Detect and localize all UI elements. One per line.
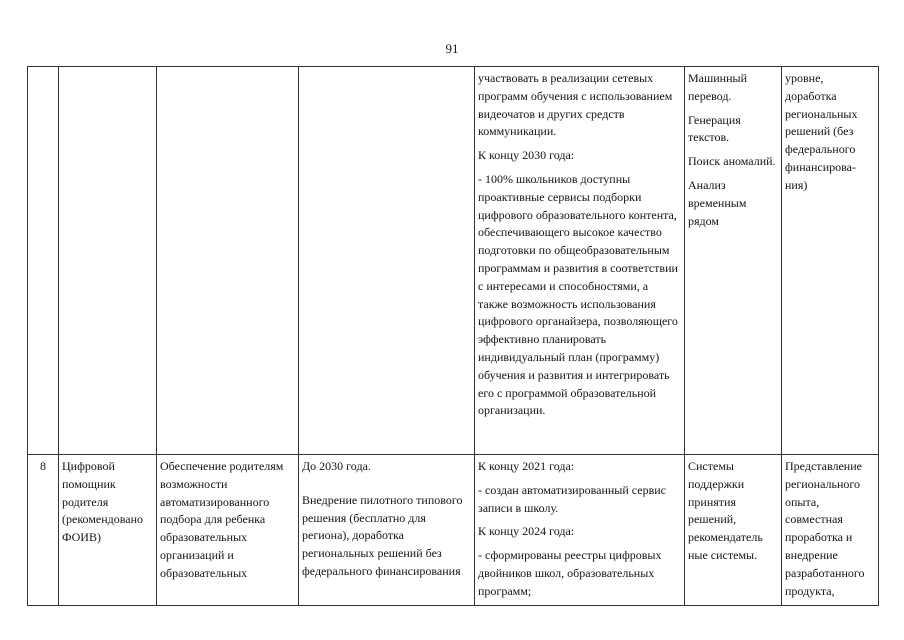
deadline-cell: [299, 455, 475, 606]
task-cell: [157, 455, 299, 606]
results-paragraph: - сформированы реестры цифровых двойников школ, образовательных программ;: [478, 548, 662, 598]
table-row: [28, 455, 879, 606]
technology-item: Поиск аномалий.: [688, 154, 776, 169]
mechanism-text: уровне, доработка региональных решений (без федерального финансирова-ния): [785, 71, 858, 192]
mechanism-cell: [782, 67, 879, 455]
technologies-cell: [685, 67, 782, 455]
deadline-cell: [299, 67, 475, 455]
results-paragraph: - создан автоматизированный сервис записи в школу.: [478, 482, 666, 515]
results-paragraph: К концу 2024 года:: [478, 524, 575, 539]
task-cell: [157, 67, 299, 455]
task-text: Обеспечение родителям возможности автоматизированного подбора для ребенка образовательных организаций и образовательных: [160, 459, 284, 580]
initiative-name-cell: [59, 455, 157, 606]
row-number: 8: [28, 455, 59, 606]
technology-item: Анализ временным рядом: [688, 177, 747, 228]
table-row: [28, 67, 879, 455]
mechanism-cell: [782, 455, 879, 606]
results-paragraph: участвовать в реализации сетевых программ обучения с использованием видеочатов и других средств коммуникации.: [478, 71, 673, 139]
results-cell: [475, 455, 685, 606]
results-cell: [475, 67, 685, 455]
results-paragraph: - 100% школьников доступны проактивные сервисы подборки цифрового образовательного контента, обеспечивающего высокое качество подготовки по общеобразовательным программам и развития в соответствии с интересами и способностями, а также возможность использования цифрового органайзера, позволяющего эффективно планировать индивидуальный план (программу) обучения и развития и интегрировать его с программой образовательной организации.: [478, 171, 678, 418]
technologies-cell: [685, 455, 782, 606]
initiative-name-cell: [59, 67, 157, 455]
results-paragraph: К концу 2021 года:: [478, 459, 575, 473]
deadline-text: До 2030 года.: [302, 459, 371, 473]
technology-item: Машинный перевод.: [688, 71, 747, 103]
initiatives-table: [27, 66, 879, 606]
deadline-text: Внедрение пилотного типового решения (бесплатно для региона), доработка региональных решений без федерального финансирования: [302, 492, 463, 578]
mechanism-text: Представление регионального опыта, совместная проработка и внедрение разработанного продукта,: [785, 459, 865, 598]
technology-item: Системы поддержки принятия решений, рекомендатель ные системы.: [688, 459, 763, 562]
page-number: 91: [445, 41, 459, 56]
initiative-name: Цифровой помощник родителя (рекомендовано ФОИВ): [62, 459, 144, 545]
results-paragraph: К концу 2030 года:: [478, 148, 575, 163]
row-number: [28, 67, 59, 455]
technology-item: Генерация текстов.: [688, 112, 741, 145]
